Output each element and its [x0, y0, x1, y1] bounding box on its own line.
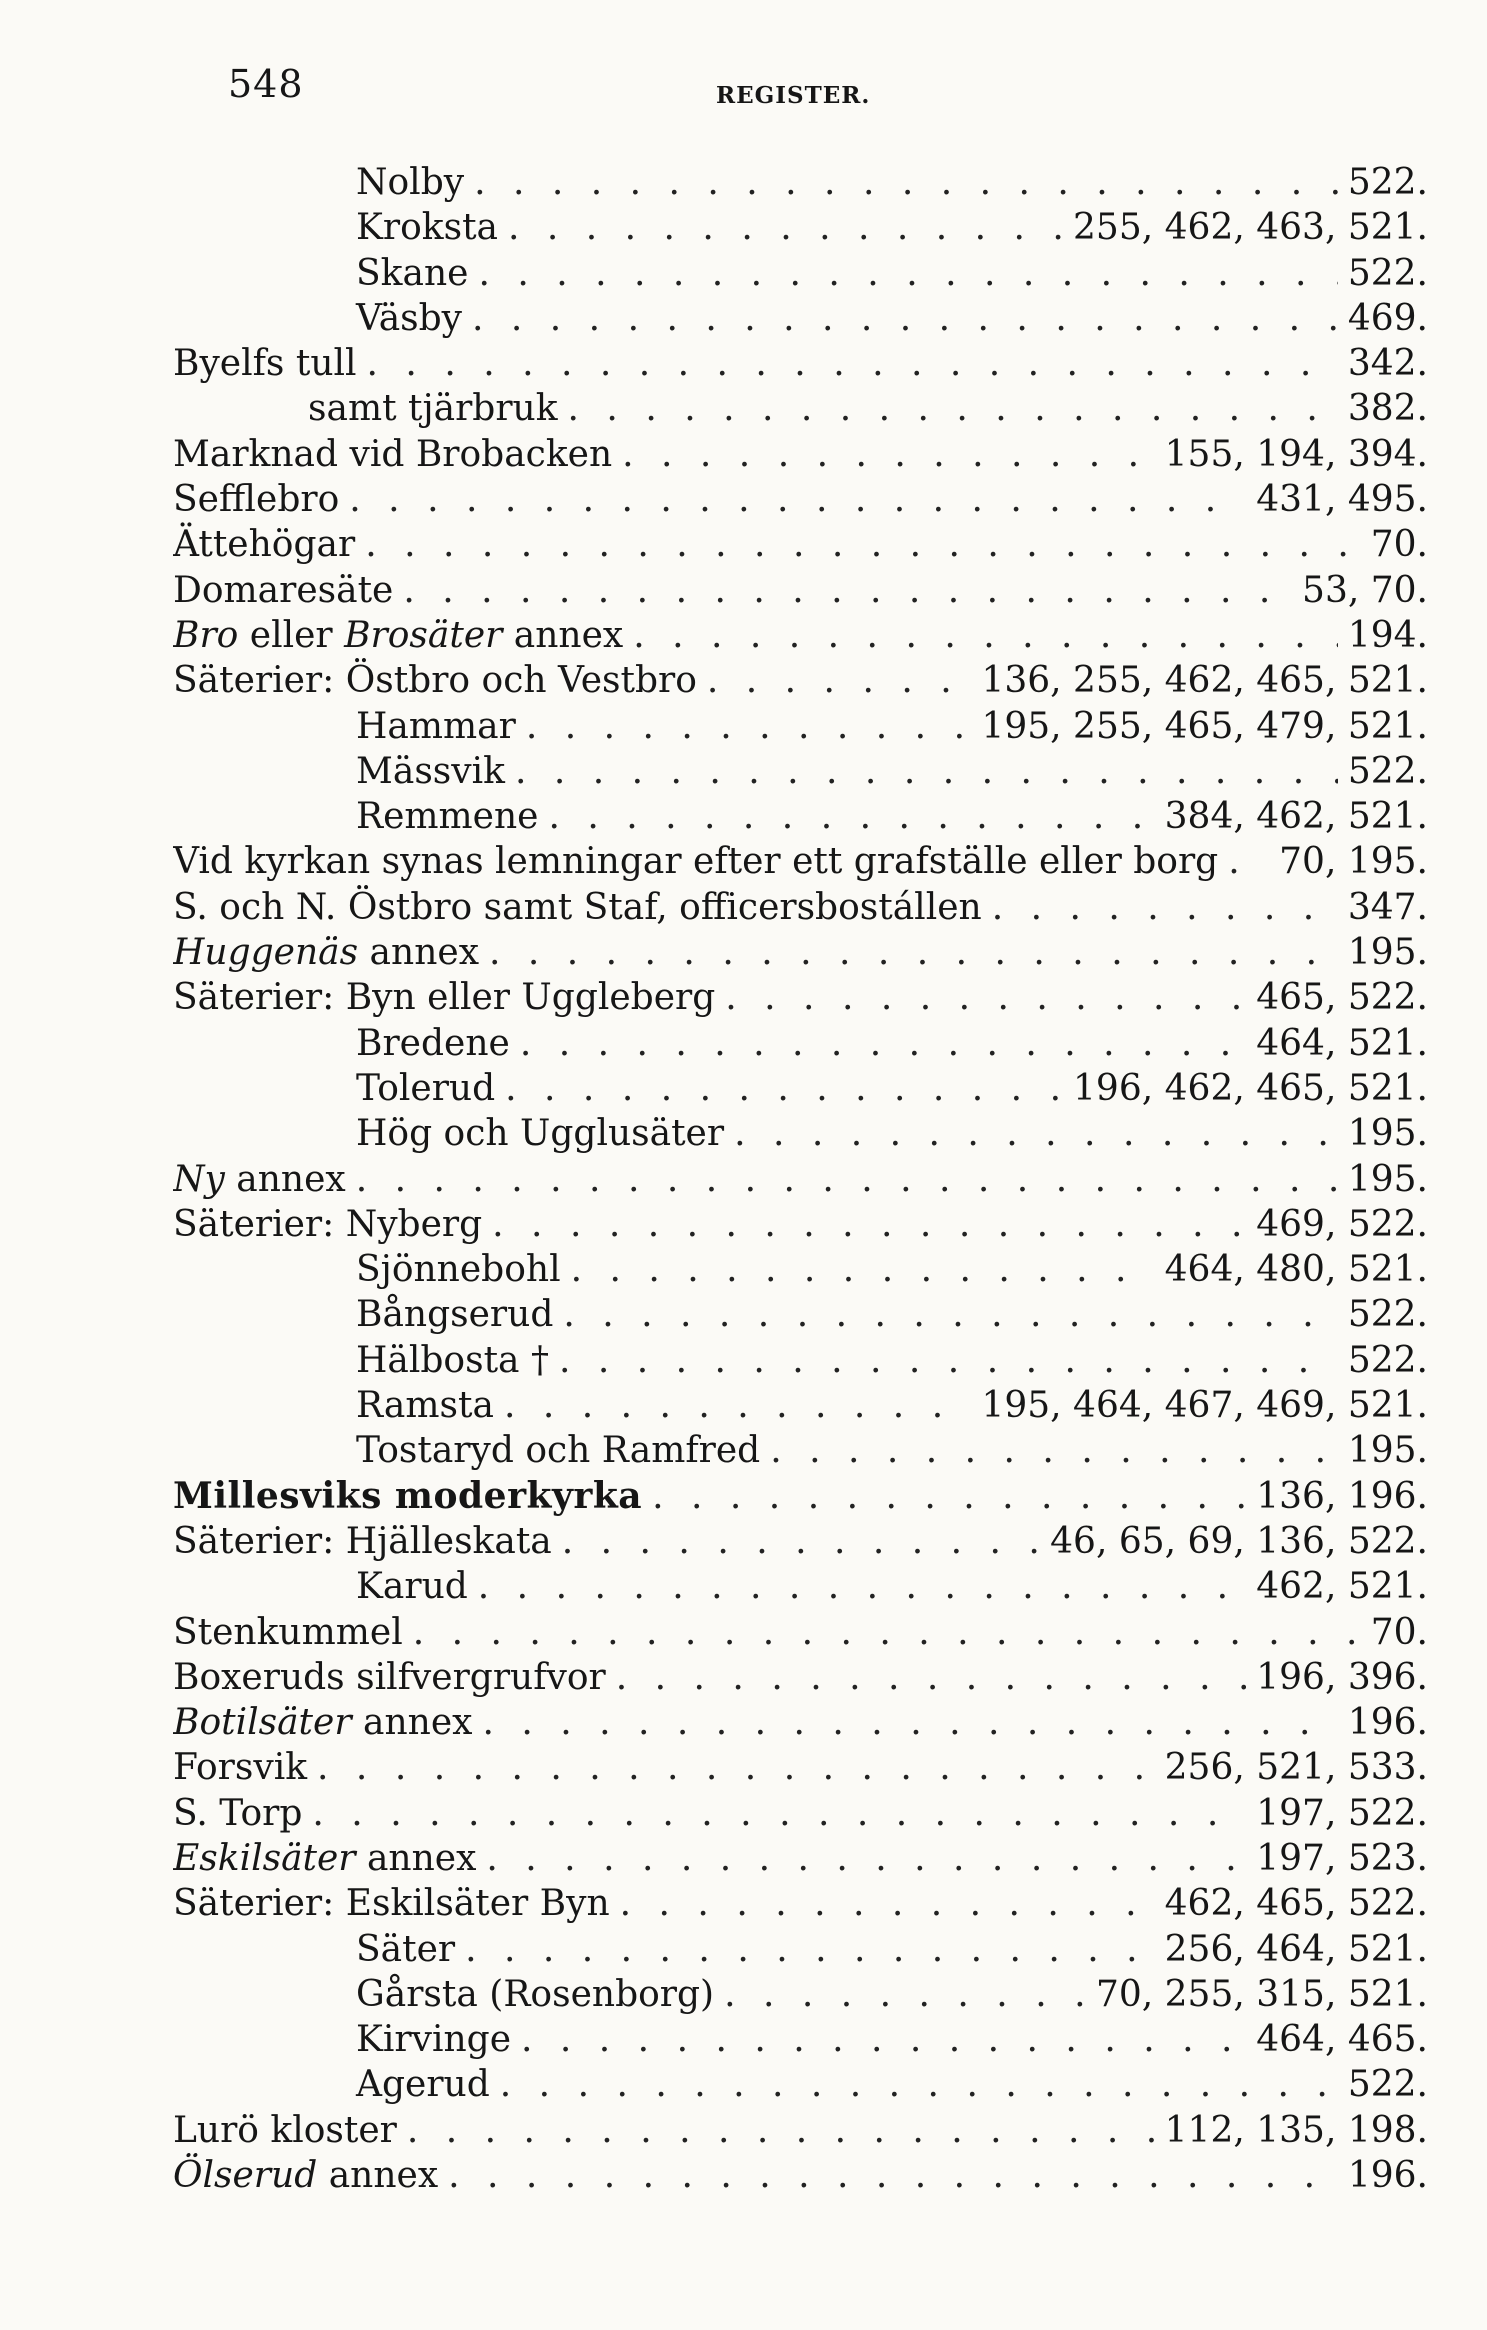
entry-name: annex: [351, 1702, 473, 1744]
entry-name: Lurö kloster: [173, 2109, 397, 2151]
entry-name: Karud: [356, 1566, 468, 1608]
register-entry: [173, 341, 1428, 386]
dot-leader: [356, 1157, 1338, 1202]
entry-name: [173, 1700, 472, 1745]
dot-leader: [1228, 839, 1269, 884]
register-entry: [173, 1021, 1428, 1066]
register-entry: [173, 1428, 1428, 1473]
entry-pages: 136, 196.: [1256, 1475, 1428, 1517]
entry-pages: 136, 255, 462, 465, 521.: [981, 660, 1428, 702]
register-entry: [173, 1655, 1428, 1700]
entry-name: S. och N. Östbro samt Staf, officersbostállen: [173, 886, 982, 928]
dot-leader: [725, 975, 1246, 1020]
entry-pages: 196, 396.: [1256, 1656, 1428, 1698]
entry-name: [356, 1066, 495, 1111]
dot-leader: [478, 1564, 1246, 1609]
entry-pages: 522.: [1347, 162, 1428, 203]
entry-name: Remmene: [356, 796, 539, 838]
dot-leader: [312, 1791, 1246, 1836]
entry-name-bold: Millesviks moderkyrka: [173, 1474, 643, 1517]
entry-name: [356, 1383, 494, 1428]
entry-name: [356, 1247, 561, 1292]
entry-pages: 195.: [1347, 1430, 1428, 1472]
register-entry: [173, 160, 1428, 205]
entry-pages: 469.: [1347, 297, 1428, 339]
register-entry: [173, 251, 1428, 296]
entry-name: [173, 613, 623, 658]
register-entry: [173, 2153, 1428, 2198]
register-entry: [173, 2108, 1428, 2153]
register-entry: [173, 205, 1428, 250]
entry-name: Ramsta: [356, 1385, 494, 1427]
entry-pages: 522.: [1347, 252, 1428, 294]
entry-name: [173, 658, 697, 703]
entry-name: Nyberg: [345, 1203, 483, 1245]
dot-leader: [489, 930, 1338, 975]
register-entry: [173, 522, 1428, 567]
dot-leader: [526, 704, 972, 749]
entry-prefix: Säterier:: [173, 1883, 346, 1925]
entry-name: [173, 522, 355, 567]
entry-name: Bredene: [356, 1022, 510, 1064]
register-entry: [173, 1338, 1428, 1383]
register-entry: [173, 794, 1428, 839]
register-entry: [173, 1383, 1428, 1428]
entry-pages: 522.: [1347, 1339, 1428, 1381]
register-entry: [173, 839, 1428, 884]
entry-name-italic: Ölserud: [173, 2155, 318, 2197]
entry-pages: 70.: [1370, 524, 1428, 566]
entry-name: [356, 1292, 553, 1337]
register-entry: [173, 1519, 1428, 1564]
entry-name: [356, 704, 516, 749]
register-entry: [173, 1292, 1428, 1337]
entry-name: [356, 251, 468, 296]
dot-leader: [652, 1474, 1246, 1519]
register-entry: [173, 1202, 1428, 1247]
register-entry: [173, 296, 1428, 341]
entry-name-italic2: Brosäter: [344, 614, 503, 656]
register-entry: [173, 1927, 1428, 1972]
entry-name-italic: Ny: [173, 1158, 225, 1200]
entry-name: Ättehögar: [173, 524, 356, 566]
entry-name: Hälbosta †: [356, 1339, 549, 1381]
dot-leader: [317, 1745, 1155, 1790]
entry-name: Tostaryd och Ramfred: [356, 1430, 761, 1472]
entry-name: Eskilsäter Byn: [345, 1883, 610, 1925]
entry-name: Forsvik: [173, 1747, 308, 1789]
entry-name: [356, 296, 462, 341]
register-entry: [173, 1066, 1428, 1111]
register-entry: [173, 1474, 1428, 1519]
entry-pages: 70.: [1370, 1611, 1428, 1653]
entry-name: Gårsta (Rosenborg): [356, 1973, 715, 2015]
entry-name: annex: [317, 2155, 439, 2197]
dot-leader: [465, 1927, 1155, 1972]
dot-leader: [508, 205, 1063, 250]
entry-name2: annex: [502, 614, 624, 656]
entry-name: [173, 432, 612, 477]
entry-name: [356, 749, 505, 794]
entry-name: [173, 1791, 302, 1836]
entry-pages: 431, 495.: [1256, 479, 1428, 521]
entry-pages: 382.: [1347, 388, 1428, 430]
entry-pages: 155, 194, 394.: [1164, 433, 1428, 475]
register-entry: [173, 477, 1428, 522]
entry-name: Östbro och Vestbro: [345, 660, 697, 702]
entry-name: Hjälleskata: [345, 1520, 552, 1562]
dot-leader: [734, 1111, 1338, 1156]
dot-leader: [505, 1066, 1063, 1111]
entry-name: Hammar: [356, 705, 516, 747]
entry-pages: 195, 255, 465, 479, 521.: [981, 705, 1428, 747]
entry-pages: 197, 522.: [1256, 1792, 1428, 1834]
entry-name: annex: [224, 1158, 346, 1200]
entry-name: [356, 794, 538, 839]
entry-pages: 522.: [1347, 2064, 1428, 2106]
entry-name: [356, 1111, 724, 1156]
entry-name: [173, 839, 1218, 884]
dot-leader: [620, 1881, 1155, 1926]
register-entry: [173, 975, 1428, 1020]
entry-name: [356, 160, 464, 205]
entry-pages: 522.: [1347, 1294, 1428, 1336]
entry-name: [173, 1157, 346, 1202]
dot-leader: [472, 296, 1338, 341]
entry-name: [356, 205, 498, 250]
entry-name: [173, 1202, 482, 1247]
running-head: REGISTER.: [716, 82, 871, 109]
entry-name: Byn eller Uggleberg: [345, 977, 716, 1019]
entry-pages: 462, 465, 522.: [1164, 1883, 1428, 1925]
entry-name-italic: Bro: [173, 614, 239, 656]
register-entry: [173, 1836, 1428, 1881]
entry-pages: 70, 195.: [1279, 841, 1428, 883]
entry-name: Skane: [356, 252, 469, 294]
register-entry: [173, 2017, 1428, 2062]
entry-name: Vid kyrkan synas lemningar efter ett grafställe eller borg: [173, 841, 1219, 883]
register-entry: [173, 386, 1428, 431]
entry-pages: 462, 521.: [1256, 1566, 1428, 1608]
entry-name: Mässvik: [356, 750, 505, 792]
entry-pages: 196.: [1347, 2155, 1428, 2197]
page-number: 548: [228, 62, 304, 106]
entry-name: [356, 1338, 549, 1383]
entry-prefix: Säterier:: [173, 1520, 346, 1562]
entry-pages: 465, 522.: [1256, 977, 1428, 1019]
dot-leader: [486, 1836, 1246, 1881]
entry-name-italic: Huggenäs: [173, 932, 359, 974]
entry-name: Tolerud: [356, 1067, 496, 1109]
entry-name: [308, 386, 558, 431]
entry-name-italic: Eskilsäter: [173, 1837, 356, 1879]
entry-pages: 196, 462, 465, 521.: [1073, 1067, 1428, 1109]
entry-name: Bångserud: [356, 1294, 554, 1336]
register-entry: [173, 1610, 1428, 1655]
entry-name: Domaresäte: [173, 569, 394, 611]
dot-leader: [349, 477, 1246, 522]
dot-leader: [559, 1338, 1338, 1383]
entry-name: Kroksta: [356, 207, 498, 249]
register-entry: [173, 749, 1428, 794]
dot-leader: [622, 432, 1155, 477]
register-entry: [173, 1111, 1428, 1156]
dot-leader: [515, 749, 1338, 794]
entry-name: Boxeruds silfvergrufvor: [173, 1656, 606, 1698]
entry-name: Agerud: [356, 2064, 490, 2106]
entry-name: Sjönnebohl: [356, 1249, 561, 1291]
register-entry: [173, 1745, 1428, 1790]
entry-pages: 469, 522.: [1256, 1203, 1428, 1245]
entry-name: [173, 1519, 552, 1564]
entry-name: annex: [358, 932, 479, 974]
entry-name: Hög och Ugglusäter: [356, 1113, 725, 1155]
entry-pages: 464, 480, 521.: [1164, 1249, 1428, 1291]
entry-name: samt tjärbruk: [308, 388, 558, 430]
entry-pages: 464, 521.: [1256, 1022, 1428, 1064]
entry-name: Marknad vid Brobacken: [173, 433, 613, 475]
entry-pages: 46, 65, 69, 136, 522.: [1050, 1520, 1428, 1562]
register-entry: [173, 930, 1428, 975]
entry-pages: 256, 521, 533.: [1164, 1747, 1428, 1789]
entry-name: [356, 2062, 490, 2107]
dot-leader: [521, 2017, 1246, 2062]
entry-name: [356, 2017, 511, 2062]
dot-leader: [616, 1655, 1246, 1700]
entry-name: [173, 2108, 397, 2153]
entry-name: [173, 1474, 642, 1519]
entry-name: Sefflebro: [173, 479, 340, 521]
entry-pages: 464, 465.: [1256, 2019, 1428, 2061]
dot-leader: [568, 386, 1338, 431]
entry-name: [173, 568, 393, 613]
entry-name: [173, 930, 479, 975]
register-entry: [173, 1700, 1428, 1745]
dot-leader: [482, 1700, 1337, 1745]
register-entry: [173, 432, 1428, 477]
entry-pages: 195.: [1347, 932, 1428, 974]
register-entry: [173, 1247, 1428, 1292]
dot-leader: [367, 341, 1338, 386]
entry-name: annex: [355, 1837, 477, 1879]
entry-pages: 522.: [1347, 750, 1428, 792]
dot-leader: [500, 2062, 1338, 2107]
register-entry: [173, 885, 1428, 930]
dot-leader: [770, 1428, 1338, 1473]
dot-leader: [448, 2153, 1338, 2198]
entry-name: [356, 1021, 510, 1066]
dot-leader: [571, 1247, 1155, 1292]
dot-leader: [633, 613, 1338, 658]
entry-name: Säter: [356, 1928, 456, 1970]
entry-name-italic: Botilsäter: [173, 1702, 352, 1744]
register-entry: [173, 1972, 1428, 2017]
entry-name: [173, 885, 982, 930]
entry-name: Väsby: [356, 297, 463, 339]
dot-leader: [478, 251, 1337, 296]
entry-name: [173, 1745, 307, 1790]
entry-name: [173, 1655, 606, 1700]
dot-leader: [707, 658, 972, 703]
entry-name: Byelfs tull: [173, 343, 357, 385]
dot-leader: [492, 1202, 1246, 1247]
dot-leader: [992, 885, 1338, 930]
register-entry: [173, 1564, 1428, 1609]
entry-name: [173, 1610, 403, 1655]
entry-pages: 196.: [1347, 1702, 1428, 1744]
dot-leader: [562, 1519, 1040, 1564]
dot-leader: [413, 1610, 1361, 1655]
register-entry: [173, 613, 1428, 658]
entry-name: [173, 2153, 438, 2198]
register-entry: [173, 1881, 1428, 1926]
dot-leader: [724, 1972, 1086, 2017]
dot-leader: [407, 2108, 1155, 2153]
entry-pages: 197, 523.: [1256, 1837, 1428, 1879]
entry-pages: 195, 464, 467, 469, 521.: [981, 1385, 1428, 1427]
entry-pages: 342.: [1347, 343, 1428, 385]
dot-leader: [504, 1383, 972, 1428]
entry-pages: 255, 462, 463, 521.: [1073, 207, 1428, 249]
entry-name: [173, 1836, 476, 1881]
entry-prefix: Säterier:: [173, 977, 346, 1019]
entry-name: [356, 1972, 714, 2017]
entry-pages: 347.: [1347, 886, 1428, 928]
register-entry: [173, 568, 1428, 613]
dot-leader: [403, 568, 1292, 613]
entry-name: [173, 477, 339, 522]
entry-name: Stenkummel: [173, 1611, 403, 1653]
entry-name: [356, 1927, 455, 1972]
register-entry: [173, 1791, 1428, 1836]
dot-leader: [365, 522, 1361, 567]
register-entry: [173, 658, 1428, 703]
dot-leader: [563, 1292, 1337, 1337]
entry-prefix: Säterier:: [173, 1203, 346, 1245]
entry-name: [356, 1564, 468, 1609]
entry-name: [173, 975, 715, 1020]
register-entry: [173, 2062, 1428, 2107]
entry-name: eller: [238, 614, 345, 656]
dot-leader: [520, 1021, 1246, 1066]
entry-name: [173, 341, 357, 386]
register-entry: [173, 1157, 1428, 1202]
entry-name: [356, 1428, 760, 1473]
entry-pages: 195.: [1347, 1158, 1428, 1200]
entry-name: S. Torp: [173, 1792, 303, 1834]
entry-name: Nolby: [356, 162, 465, 203]
entry-pages: 384, 462, 521.: [1164, 796, 1428, 838]
dot-leader: [548, 794, 1154, 839]
entry-pages: 194.: [1347, 614, 1428, 656]
dot-leader: [474, 160, 1338, 205]
register-list: [173, 160, 1428, 2198]
entry-prefix: Säterier:: [173, 660, 346, 702]
register-entry: [173, 704, 1428, 749]
entry-pages: 112, 135, 198.: [1164, 2109, 1428, 2151]
entry-pages: 195.: [1347, 1113, 1428, 1155]
entry-pages: 256, 464, 521.: [1164, 1928, 1428, 1970]
entry-pages: 70, 255, 315, 521.: [1095, 1973, 1428, 2015]
entry-name: [173, 1881, 610, 1926]
entry-pages: 53, 70.: [1302, 569, 1428, 611]
entry-name: Kirvinge: [356, 2019, 512, 2061]
